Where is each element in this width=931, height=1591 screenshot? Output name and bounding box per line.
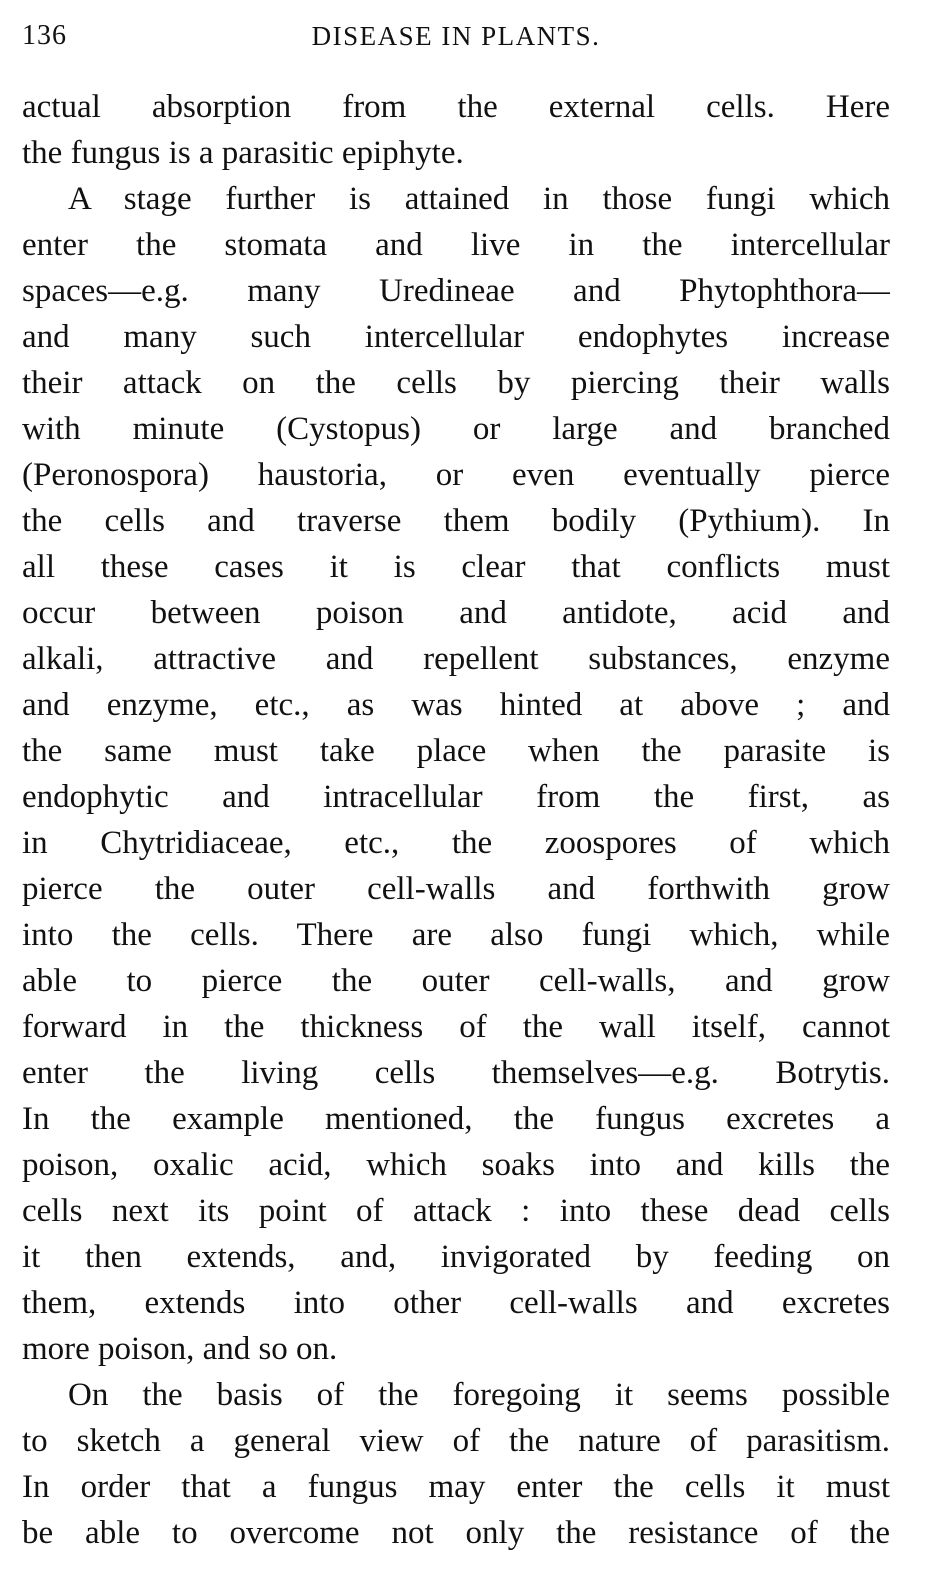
text-line: in Chytridiaceae, etc., the zoospores of which [22,825,890,861]
text-line: actual absorption from the external cells. Here [22,89,890,125]
text-line: occur between poison and antidote, acid and [22,595,890,631]
text-line: pierce the outer cell-walls and forthwith grow [22,871,890,907]
text-line: alkali, attractive and repellent substances, enzyme [22,641,890,677]
paragraph-start-line: On the basis of the foregoing it seems possible [68,1377,890,1413]
text-line: with minute (Cystopus) or large and branched [22,411,890,447]
text-line: and enzyme, etc., as was hinted at above ; and [22,687,890,723]
text-line: forward in the thickness of the wall itself, cannot [22,1009,890,1045]
text-line: the fungus is a parasitic epiphyte. [22,135,464,171]
text-line: to sketch a general view of the nature of parasitism. [22,1423,890,1459]
text-line: In order that a fungus may enter the cells it must [22,1469,890,1505]
text-line: poison, oxalic acid, which soaks into and kills the [22,1147,890,1183]
text-line: into the cells. There are also fungi which, while [22,917,890,953]
text-line: all these cases it is clear that conflicts must [22,549,890,585]
text-line: cells next its point of attack : into these dead cells [22,1193,890,1229]
text-line: enter the living cells themselves—e.g. Botrytis. [22,1055,890,1091]
text-line: (Peronospora) haustoria, or even eventually pierce [22,457,890,493]
text-line: them, extends into other cell-walls and excretes [22,1285,890,1321]
text-line: In the example mentioned, the fungus excretes a [22,1101,890,1137]
running-title: DISEASE IN PLANTS. [311,21,601,51]
text-line: the same must take place when the parasite is [22,733,890,769]
text-line: and many such intercellular endophytes increase [22,319,890,355]
text-line: it then extends, and, invigorated by feeding on [22,1239,890,1275]
text-line: endophytic and intracellular from the first, as [22,779,890,815]
text-line: able to pierce the outer cell-walls, and grow [22,963,890,999]
running-head [22,16,890,56]
page-number: 136 [22,20,67,51]
text-line: more poison, and so on. [22,1331,338,1367]
text-line: spaces—e.g. many Uredineae and Phytophthora— [22,273,890,309]
text-line: their attack on the cells by piercing their walls [22,365,890,401]
body-text [22,84,890,1556]
paragraph-start-line: A stage further is attained in those fungi which [68,181,890,217]
text-line: be able to overcome not only the resistance of the [22,1515,890,1551]
text-line: the cells and traverse them bodily (Pythium). In [22,503,890,539]
text-line: enter the stomata and live in the intercellular [22,227,890,263]
